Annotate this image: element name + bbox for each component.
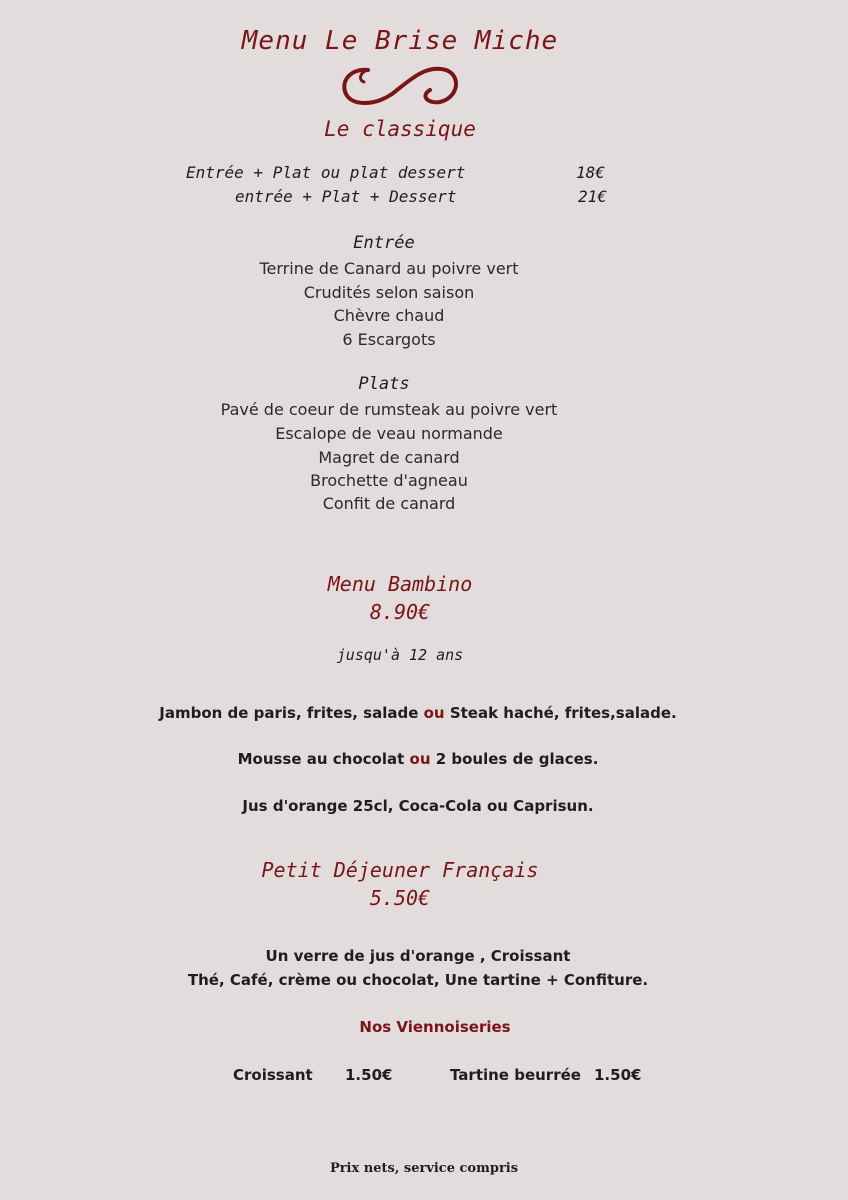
bambino-age: jusqu'à 12 ans [336, 646, 464, 664]
swirl-ornament-icon [338, 62, 462, 110]
formula-1-price: 18€ [576, 163, 605, 182]
entree-item: Chèvre chaud [333, 306, 445, 325]
formula-2: entrée + Plat + Dessert [235, 187, 457, 206]
viennoiserie-price-1: 1.50€ [345, 1066, 393, 1084]
petit-dej-line-2: Thé, Café, crème ou chocolat, Une tartine + Confiture. [187, 971, 649, 989]
bambino-line-3: Jus d'orange 25cl, Coca-Cola ou Caprisun. [242, 797, 594, 815]
viennoiserie-price-2: 1.50€ [594, 1066, 642, 1084]
or-word: ou [423, 704, 445, 722]
petit-dej-line-1: Un verre de jus d'orange , Croissant [265, 947, 571, 965]
entree-item: Crudités selon saison [303, 283, 475, 302]
petit-dej-heading: Petit Déjeuner Français [261, 858, 539, 882]
or-word: ou [409, 750, 431, 768]
bambino-line-2-a: Mousse au chocolat [237, 750, 410, 768]
petit-dej-price: 5.50€ [369, 886, 431, 910]
bambino-line-2-b: 2 boules de glaces. [430, 750, 599, 768]
formula-1: Entrée + Plat ou plat dessert [186, 163, 466, 182]
plats-heading: Plats [358, 374, 410, 394]
viennoiserie-item-2: Tartine beurrée [450, 1066, 581, 1084]
formula-2-price: 21€ [578, 187, 607, 206]
menu-title: Menu Le Brise Miche [241, 26, 559, 56]
plat-item: Pavé de coeur de rumsteak au poivre vert [220, 400, 558, 419]
entree-item: 6 Escargots [342, 330, 436, 349]
bambino-heading: Menu Bambino [327, 572, 473, 596]
viennoiseries-heading: Nos Viennoiseries [359, 1018, 511, 1036]
viennoiserie-item-1: Croissant [233, 1066, 313, 1084]
bambino-line-1 [0, 704, 836, 722]
entree-item: Terrine de Canard au poivre vert [259, 259, 519, 278]
plat-item: Brochette d'agneau [310, 471, 468, 490]
bambino-line-2 [0, 750, 836, 768]
bambino-line-1-a: Jambon de paris, frites, salade [159, 704, 424, 722]
footer-note: Prix nets, service compris [329, 1161, 519, 1176]
bambino-price: 8.90€ [369, 600, 431, 624]
subtitle-classique: Le classique [324, 117, 476, 141]
plat-item: Escalope de veau normande [275, 424, 503, 443]
entree-heading: Entrée [353, 233, 415, 253]
bambino-line-1-b: Steak haché, frites,salade. [444, 704, 677, 722]
plat-item: Magret de canard [318, 448, 460, 467]
plat-item: Confit de canard [322, 494, 456, 513]
